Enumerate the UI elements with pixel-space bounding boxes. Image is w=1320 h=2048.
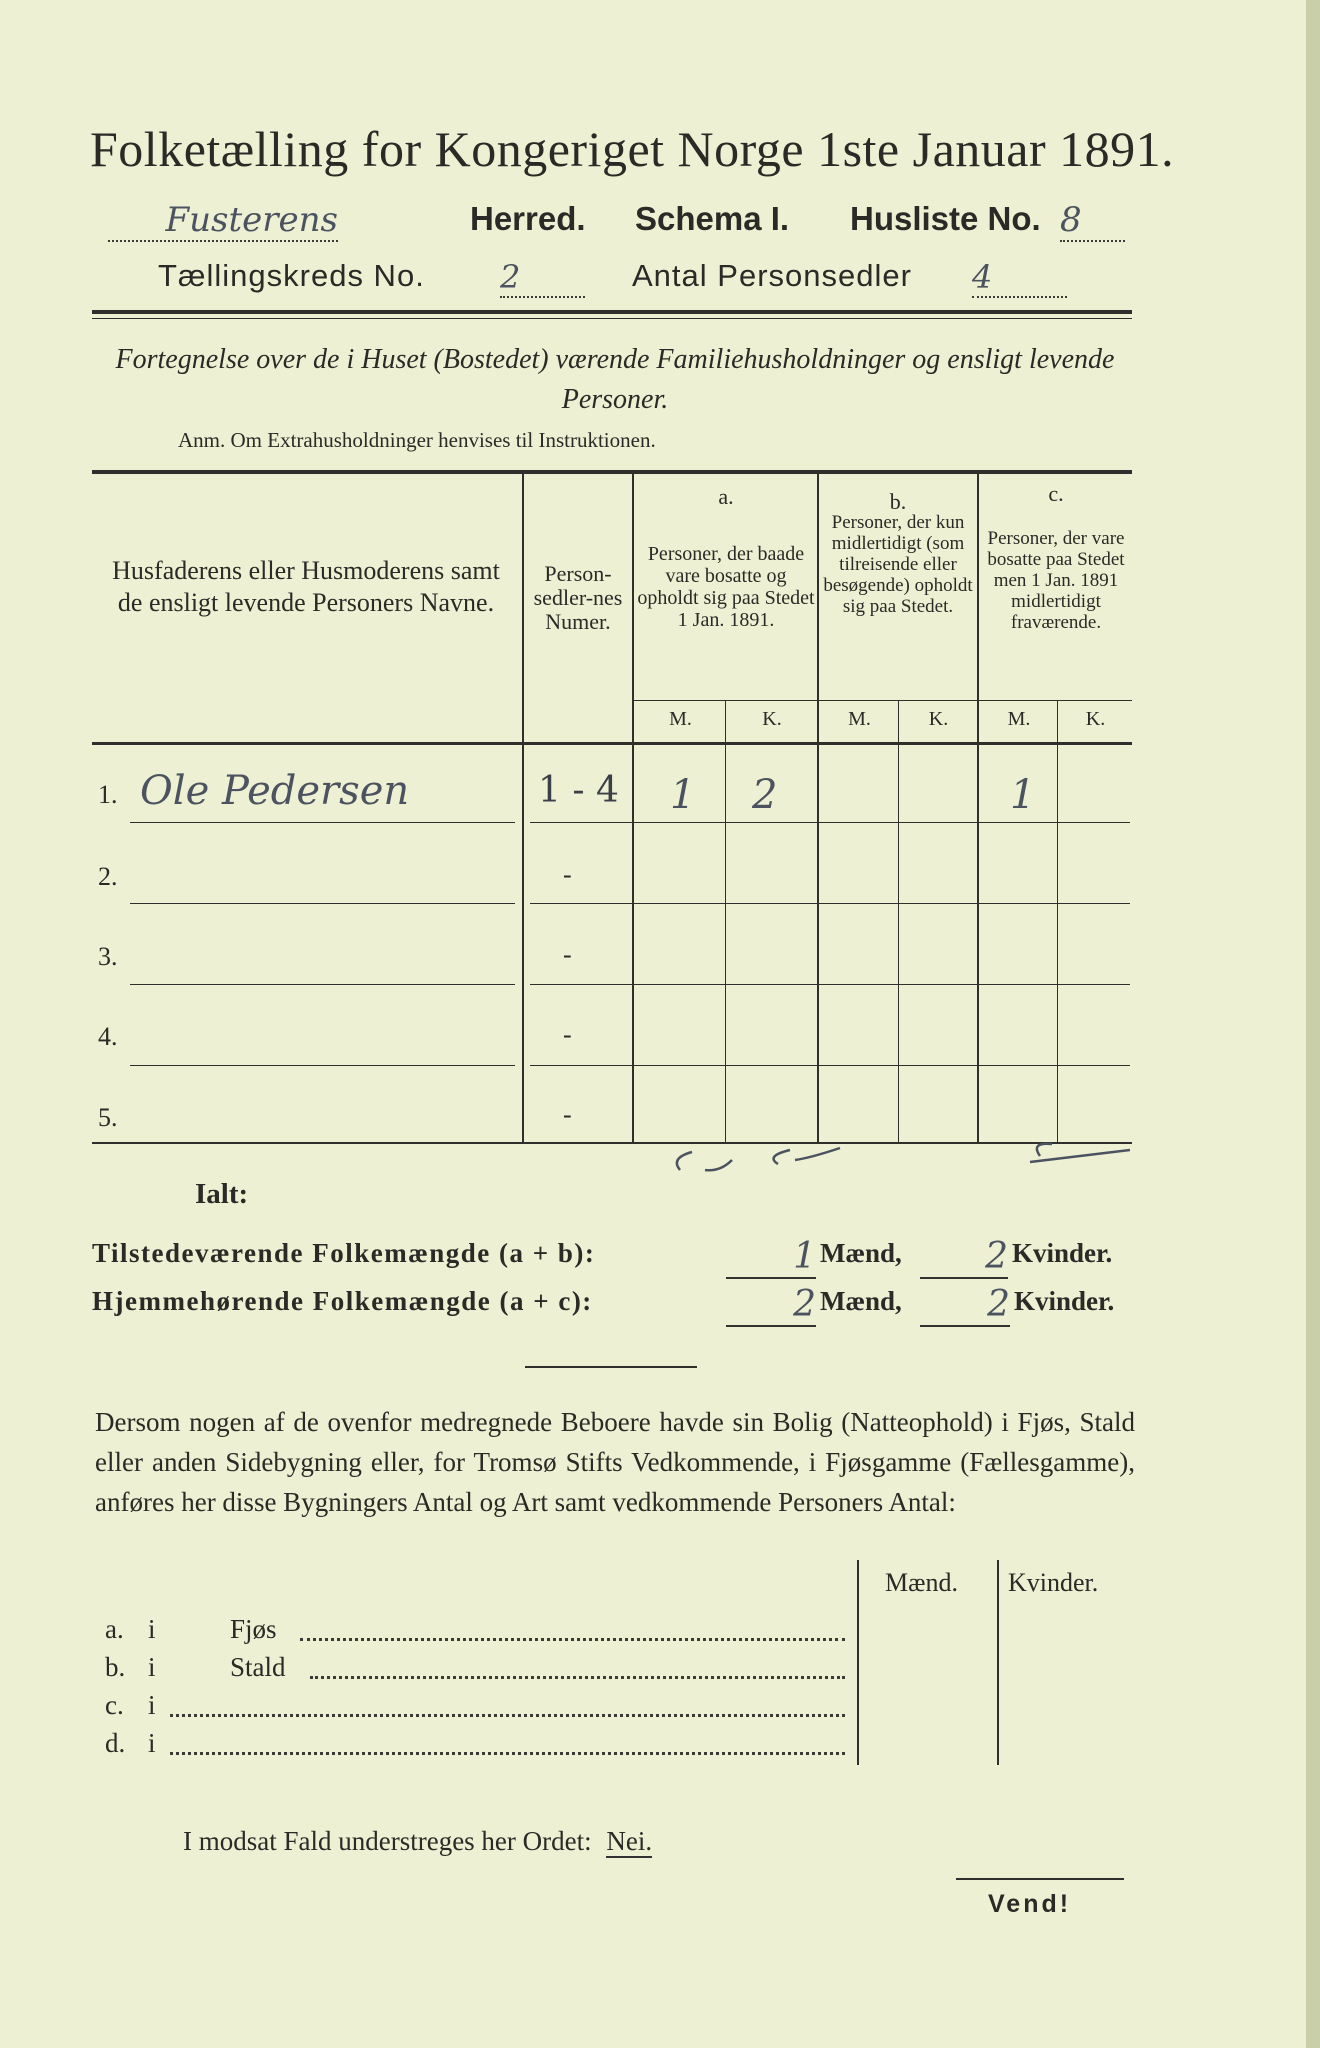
item-c-dots <box>170 1714 845 1717</box>
row-line-4r <box>530 1065 1130 1066</box>
hjemme-kvinder-label: Kvinder. <box>1014 1286 1115 1316</box>
item-d-dots <box>170 1752 845 1755</box>
buildings-col-line-1 <box>857 1560 859 1765</box>
item-c-prep: i <box>148 1690 156 1720</box>
separator-rule <box>525 1366 697 1368</box>
modsat-text <box>183 1826 652 1857</box>
herred-field <box>108 200 338 242</box>
intro-text: Fortegnelse over de i Huset (Bostedet) værende Familiehusholdninger og ensligt levende Personer. <box>115 344 1115 415</box>
buildings-paragraph: Dersom nogen af de ovenfor medregnede Beboere havde sin Bolig (Natteophold) i Fjøs, Stald eller anden Sidebygning eller, for Tromsø Stifts Vedkommende, i Fjøsgamme (Fællesgamme), anføres her disse Bygningers Antal og Art samt vedkommende Personers Antal: <box>95 1407 1135 1517</box>
col-line-bm <box>898 700 899 1142</box>
col-line-2 <box>632 474 634 1142</box>
col-line-4 <box>977 474 979 1142</box>
row-4-num: 4. <box>98 1022 118 1051</box>
item-a-prep: i <box>148 1614 156 1644</box>
nei-word: Nei. <box>606 1826 653 1856</box>
row-1-a-m: 1 <box>670 772 696 818</box>
item-d-prep: i <box>148 1728 156 1758</box>
page-edge <box>1306 0 1320 2048</box>
row-1-name: Ole Pedersen <box>140 768 410 814</box>
schema-label: Schema I. <box>635 200 790 237</box>
c-m-label: M. <box>1007 708 1031 730</box>
b-k-label: K. <box>928 708 949 730</box>
personsedler-value: 4 <box>972 258 1067 298</box>
header-rule-thin <box>92 318 1132 319</box>
tilstede-label: Tilstedeværende Folkemængde (a + b): <box>92 1238 596 1268</box>
table-head-rule <box>92 742 1132 745</box>
row-4-numer: - <box>563 1020 572 1049</box>
tally-strokes <box>660 1140 1130 1185</box>
row-5-num: 5. <box>98 1103 118 1132</box>
buildings-col-line-2 <box>997 1560 999 1765</box>
herred-label: Herred. <box>470 200 586 237</box>
item-b-label: Stald <box>230 1652 286 1682</box>
item-c-letter: c. <box>105 1690 124 1720</box>
b-m-label: M. <box>848 708 871 730</box>
item-a-letter: a. <box>105 1614 124 1644</box>
header-c-letter: c. <box>1048 481 1064 506</box>
tilstede-kvinder-field <box>920 1236 1008 1279</box>
tilstede-kvinder-label: Kvinder. <box>1012 1238 1113 1268</box>
kreds-field <box>500 258 585 298</box>
header-b-letter: b. <box>889 489 907 514</box>
a-m-label: M. <box>669 708 692 730</box>
kreds-label: Tællingskreds No. <box>158 258 425 293</box>
item-a-dots <box>300 1638 845 1641</box>
col-line-1 <box>522 474 524 1142</box>
row-3-numer: - <box>563 940 572 969</box>
row-line-4 <box>130 1065 515 1066</box>
row-line-2 <box>130 903 515 904</box>
header-rule <box>92 310 1132 314</box>
husliste-field <box>1060 200 1125 242</box>
vend-rule <box>956 1878 1124 1880</box>
hjemme-maend-value: 2 <box>793 1284 816 1325</box>
personsedler-label: Antal Personsedler <box>632 258 912 293</box>
row-3-num: 3. <box>98 942 118 971</box>
c-k-label: K. <box>1085 708 1106 730</box>
header-a: Personer, der baade vare bosatte og opholdt sig paa Stedet 1 Jan. 1891. <box>637 543 815 631</box>
tilstede-maend-label: Mænd, <box>820 1238 902 1268</box>
col-maend-header: Mænd. <box>885 1568 958 1597</box>
row-5-numer: - <box>563 1100 572 1129</box>
modsat-label: I modsat Fald understreges her Ordet: <box>183 1826 592 1856</box>
row-line-3 <box>130 984 515 985</box>
row-line-2r <box>530 903 1130 904</box>
col-line-3 <box>817 474 819 1142</box>
table-top-rule <box>92 470 1132 474</box>
tilstede-kvinder-value: 2 <box>985 1236 1008 1277</box>
vend-label: Vend! <box>988 1890 1072 1918</box>
anm-note: Anm. Om Extrahusholdninger henvises til Instruktionen. <box>178 428 656 452</box>
a-k-label: K. <box>762 708 782 730</box>
row-1-num: 1. <box>98 780 118 809</box>
tilstede-maend-value: 1 <box>793 1236 816 1277</box>
header-b: Personer, der kun midlertidigt (som tilreisende eller besøgende) opholdt sig paa Stedet. <box>823 512 973 617</box>
col-kvinder-header: Kvinder. <box>1008 1568 1099 1597</box>
row-1-numer: 1 - 4 <box>538 770 619 811</box>
item-d-letter: d. <box>105 1728 126 1758</box>
husliste-label: Husliste No. <box>850 200 1041 237</box>
row-2-numer: - <box>563 860 572 889</box>
row-1-a-k: 2 <box>752 772 778 818</box>
item-a-label: Fjøs <box>230 1614 277 1644</box>
husliste-value: 8 <box>1060 200 1125 242</box>
hjemme-kvinder-value: 2 <box>987 1284 1010 1325</box>
header-a-letter: a. <box>718 484 734 509</box>
hjemme-maend-label: Mænd, <box>820 1286 902 1316</box>
row-line-3r <box>530 984 1130 985</box>
item-b-dots <box>310 1676 845 1679</box>
tilstede-maend-field <box>726 1236 816 1279</box>
hjemme-kvinder-field <box>920 1284 1010 1327</box>
form-title: Folketælling for Kongeriget Norge 1ste Januar 1891. <box>90 121 1175 177</box>
ialt-label: Ialt: <box>195 1178 249 1210</box>
header-numer: Person-sedler-nes Numer. <box>533 561 623 634</box>
row-line-1r <box>530 822 1130 823</box>
hjemme-maend-field <box>726 1284 816 1327</box>
row-2-num: 2. <box>98 862 118 891</box>
col-line-am <box>725 700 726 1142</box>
header-c: Personer, der vare bosatte paa Stedet men 1 Jan. 1891 midlertidigt fraværende. <box>987 528 1125 633</box>
personsedler-field <box>972 258 1067 298</box>
header-names: Husfaderens eller Husmoderens samt de ensligt levende Personers Navne. <box>112 556 500 617</box>
herred-value: Fusterens <box>108 200 338 242</box>
kreds-value: 2 <box>500 258 585 298</box>
row-line-1 <box>130 822 515 823</box>
hjemme-label: Hjemmehørende Folkemængde (a + c): <box>92 1286 593 1316</box>
item-b-prep: i <box>148 1652 156 1682</box>
item-b-letter: b. <box>105 1652 126 1682</box>
row-1-c-m: 1 <box>1010 772 1036 818</box>
col-line-cm <box>1057 700 1058 1142</box>
